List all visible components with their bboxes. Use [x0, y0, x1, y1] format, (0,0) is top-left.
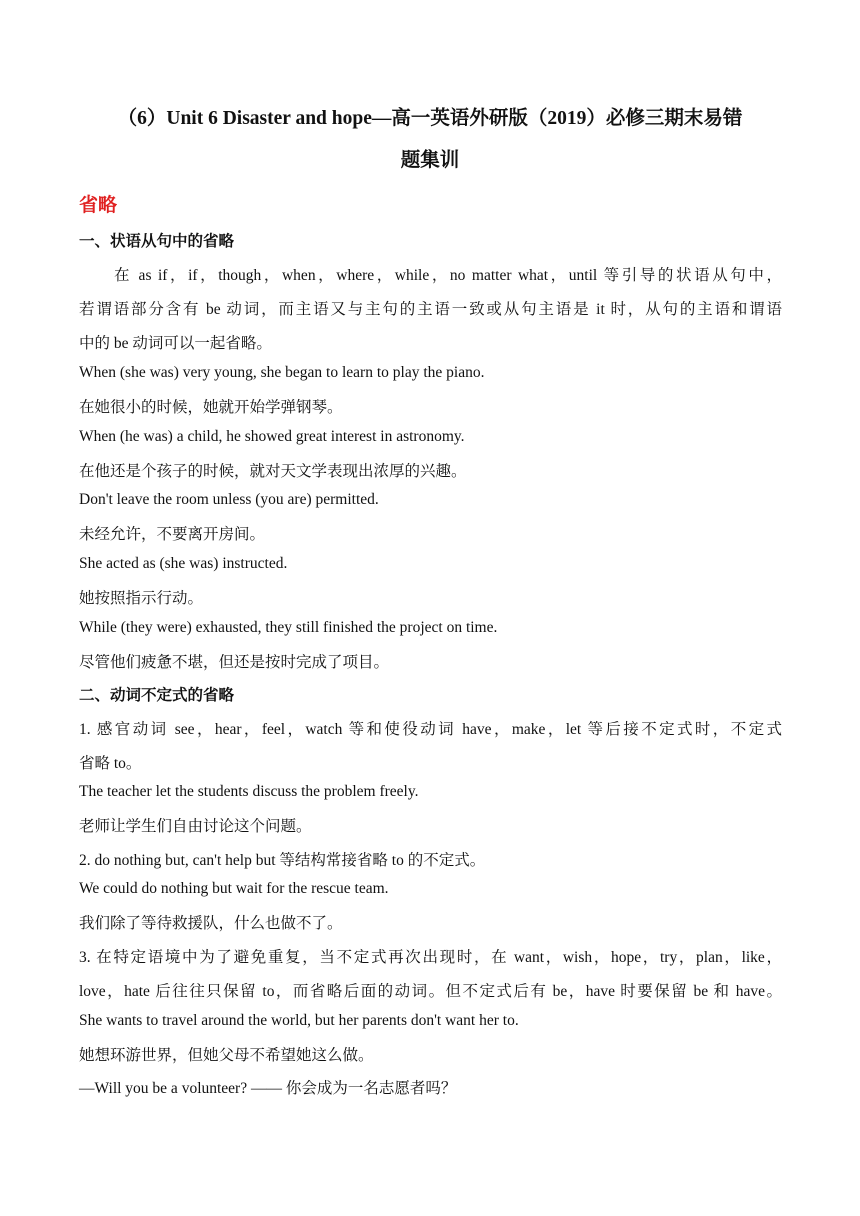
example-english: She wants to travel around the world, but her parents don't want her to.: [79, 1012, 519, 1029]
title-line-2: 题集训: [400, 150, 460, 171]
rule-1-line-2: 省略 to。: [79, 755, 142, 772]
section-heading: 省略: [79, 195, 118, 216]
document-title: [60, 98, 800, 182]
example-english: She acted as (she was) instructed.: [79, 555, 288, 572]
example-chinese: 她想环游世界，但她父母不希望她这么做。: [79, 1047, 374, 1064]
example-chinese: 在她很小的时候，她就开始学弹钢琴。: [79, 399, 343, 416]
example-chinese: 我们除了等待救援队，什么也做不了。: [79, 915, 343, 932]
rule-2: 2. do nothing but, can't help but 等结构常接省略 to 的不定式。: [79, 852, 486, 869]
example-chinese: 她按照指示行动。: [79, 590, 204, 607]
example-english: When (he was) a child, he showed great interest in astronomy.: [79, 428, 465, 445]
example-english: We could do nothing but wait for the rescue team.: [79, 880, 389, 897]
example-chinese: 在他还是个孩子的时候，就对天文学表现出浓厚的兴趣。: [79, 463, 467, 480]
subheading-adverbial-clause: 一、状语从句中的省略: [79, 233, 235, 250]
rule-1-line-1: 1. 感官动词 see，hear，feel，watch 等和使役动词 have，make，let 等后接不定式时，不定式: [79, 721, 782, 738]
example-english: While (they were) exhausted, they still finished the project on time.: [79, 619, 498, 636]
example-english: The teacher let the students discuss the problem freely.: [79, 783, 419, 800]
title-line-1: （6）Unit 6 Disaster and hope—高一英语外研版（2019）必修三期末易错: [117, 108, 743, 129]
rule-3-line-1: 3. 在特定语境中为了避免重复，当不定式再次出现时，在 want，wish，hope，try，plan，like，: [79, 949, 782, 966]
example-english: When (she was) very young, she began to learn to play the piano.: [79, 364, 485, 381]
example-english: Don't leave the room unless (you are) permitted.: [79, 491, 379, 508]
rule-paragraph-line-3: 中的 be 动词可以一起省略。: [79, 335, 272, 352]
example-chinese: 未经允许，不要离开房间。: [79, 526, 266, 543]
example-chinese: 老师让学生们自由讨论这个问题。: [79, 818, 312, 835]
dialogue-example: —Will you be a volunteer? —— 你会成为一名志愿者吗？: [79, 1080, 457, 1097]
rule-3-line-2: love，hate 后往往只保留 to，而省略后面的动词。但不定式后有 be，have 时要保留 be 和 have。: [79, 983, 782, 1000]
subheading-infinitive: 二、动词不定式的省略: [79, 687, 235, 704]
rule-paragraph-line-2: 若谓语部分含有 be 动词，而主语又与主句的主语一致或从句主语是 it 时，从句的主语和谓语: [79, 301, 782, 318]
rule-paragraph-line-1: 在 as if，if，though，when，where，while，no matter what，until 等引导的状语从句中，: [114, 267, 782, 284]
example-chinese: 尽管他们疲惫不堪，但还是按时完成了项目。: [79, 654, 390, 671]
